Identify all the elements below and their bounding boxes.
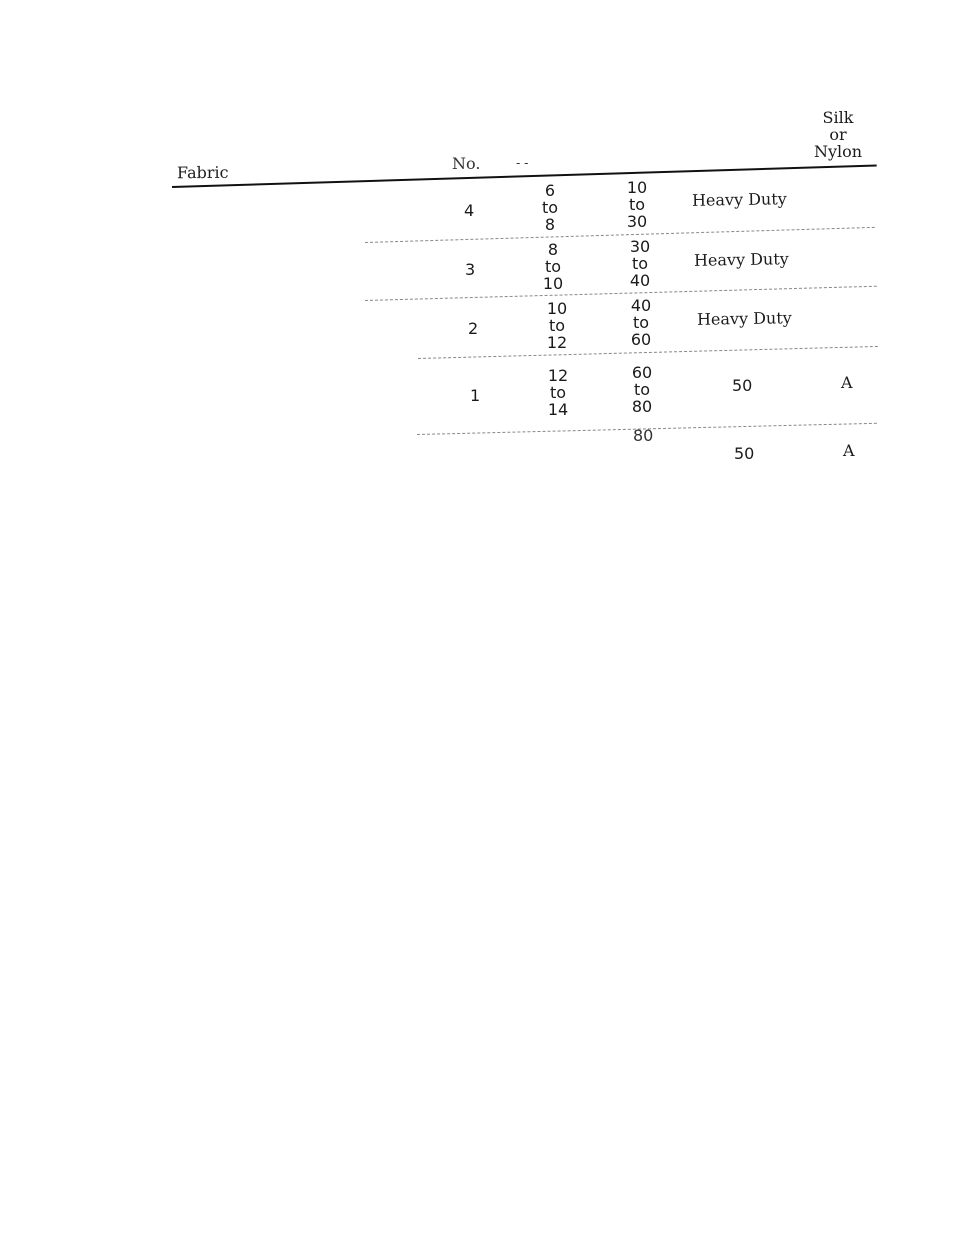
needle-end: 8 [544, 215, 556, 234]
header-no-cut: No. [452, 154, 481, 173]
row-no: 3 [465, 260, 476, 279]
row-stitch-cut: 80 [633, 426, 654, 445]
header-fabric: Fabric [176, 162, 229, 183]
stitch-end: 60 [630, 330, 652, 349]
row-needle [533, 241, 573, 292]
row-no: 4 [464, 201, 475, 220]
needle-from: 6 [544, 181, 556, 200]
needle-to: to [548, 316, 566, 335]
header-dashes-cut: - - [516, 156, 529, 170]
row-stitch [620, 238, 660, 289]
stitch-to: to [633, 380, 651, 399]
stitch-end: 30 [626, 212, 648, 231]
row-no: 2 [468, 319, 479, 338]
row-needle [538, 367, 578, 418]
needle-end: 14 [547, 400, 569, 419]
needle-end: 10 [542, 274, 564, 293]
stitch-from: 30 [629, 237, 651, 256]
stitch-to: to [631, 254, 649, 273]
row-thread: Heavy Duty [691, 189, 787, 210]
stitch-end: 80 [631, 397, 653, 416]
stitch-from: 10 [626, 178, 648, 197]
needle-from: 10 [546, 299, 568, 318]
row-silk: A [843, 441, 855, 460]
needle-end: 12 [546, 333, 568, 352]
row-silk: A [841, 373, 853, 392]
row-thread: 50 [734, 444, 755, 463]
needle-to: to [549, 383, 567, 402]
needle-to: to [541, 198, 559, 217]
row-stitch [622, 364, 662, 415]
row-thread: Heavy Duty [696, 308, 792, 329]
needle-to: to [544, 257, 562, 276]
row-stitch [621, 297, 661, 348]
needle-from: 8 [547, 240, 559, 259]
stitch-from: 60 [631, 363, 653, 382]
header-silk-line-1: Silk [822, 108, 854, 127]
header-silk-nylon [812, 109, 864, 160]
row-thread: 50 [732, 376, 753, 395]
row-no: 1 [470, 386, 481, 405]
row-needle [530, 182, 570, 233]
needle-from: 12 [547, 366, 569, 385]
stitch-from: 40 [630, 296, 652, 315]
stitch-to: to [628, 195, 646, 214]
row-needle [537, 300, 577, 351]
row-thread: Heavy Duty [693, 249, 789, 270]
stitch-end: 40 [629, 271, 651, 290]
row-stitch [617, 179, 657, 230]
header-silk-line-2: or [829, 125, 847, 144]
stitch-to: to [632, 313, 650, 332]
header-silk-line-3: Nylon [813, 142, 863, 161]
